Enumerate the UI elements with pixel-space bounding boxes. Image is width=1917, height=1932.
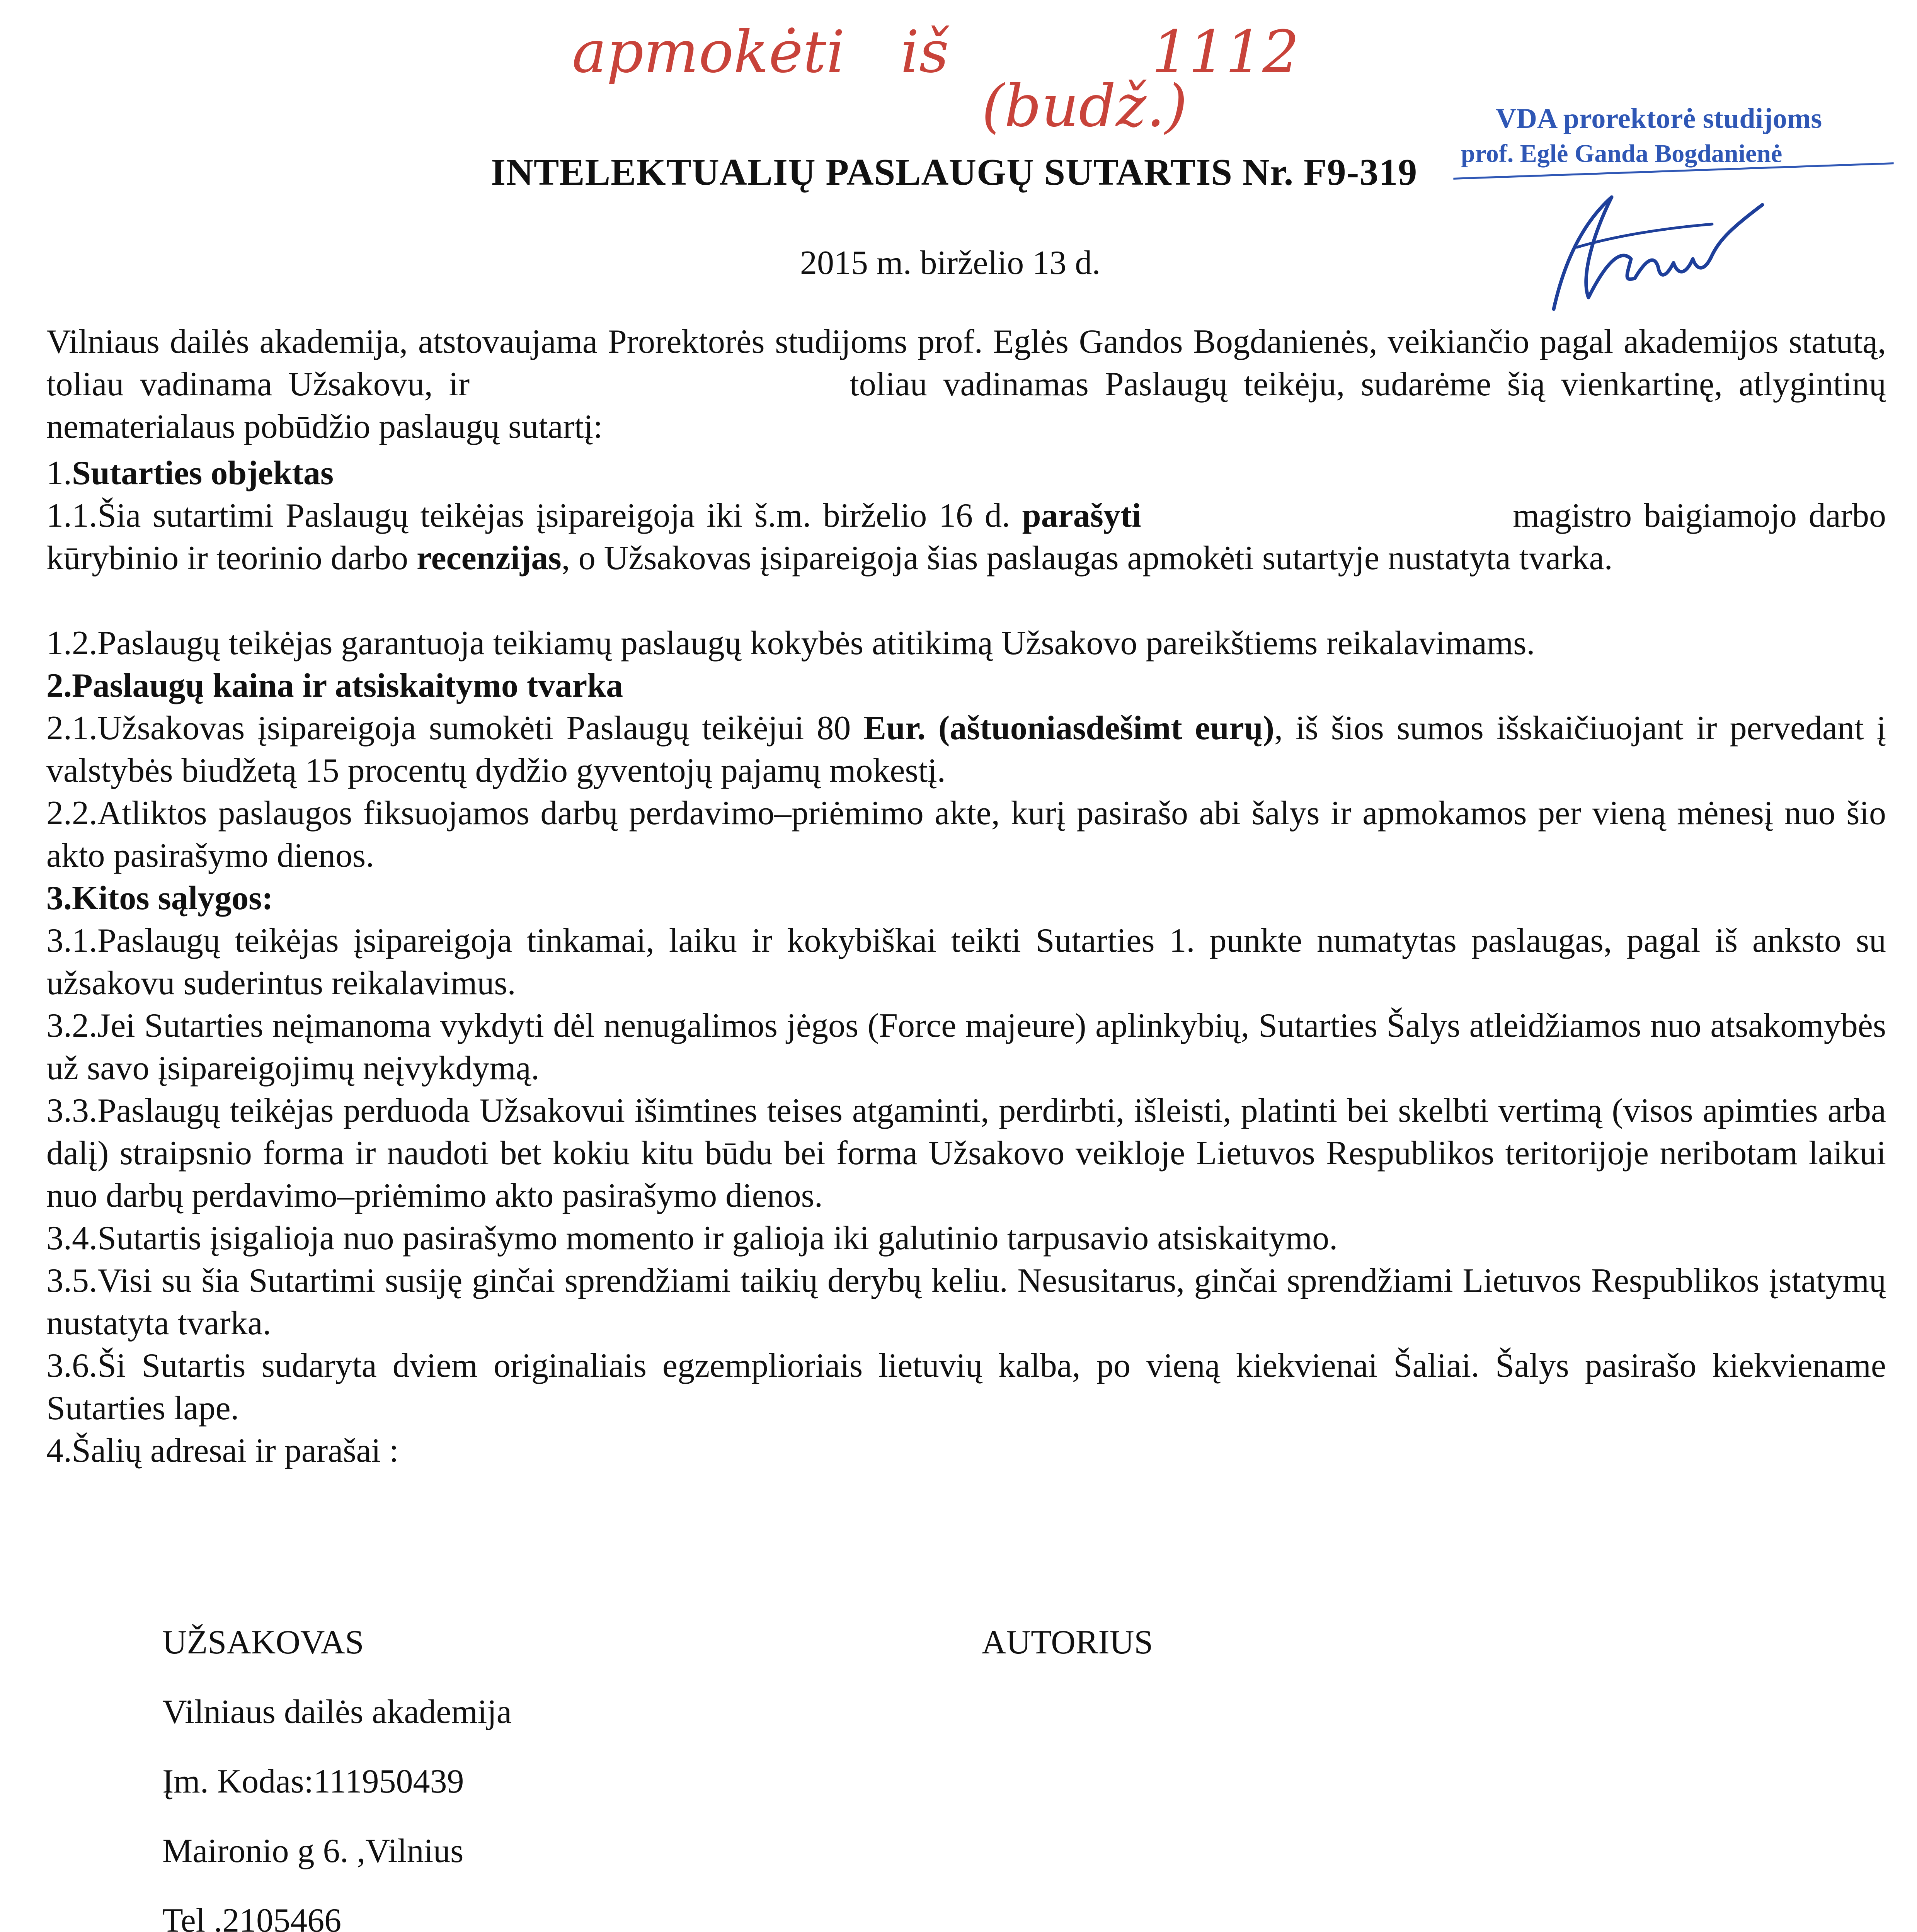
clause-1-1-text-b: magistro baigiamojo darbo kūrybinio ir teorinio darbo bbox=[46, 497, 1886, 577]
customer-company-code: Įm. Kodas:111950439 bbox=[162, 1763, 464, 1800]
clause-1-1-text-c: , o Užsakovas įsipareigoja šias paslaugas apmokėti sutartyje nustatyta tvarka. bbox=[561, 539, 1613, 577]
section-1-title: Sutarties objektas bbox=[72, 454, 334, 492]
clause-3-4: 3.4.Sutartis įsigalioja nuo pasirašymo momento ir galioja iki galutinio tarpusavio atsiskaitymo. bbox=[46, 1219, 1338, 1257]
section-1-heading bbox=[46, 452, 334, 495]
clause-2-1 bbox=[46, 707, 1886, 792]
handwritten-note-budget: (budž.) bbox=[982, 73, 1188, 140]
approval-signature-icon bbox=[1531, 182, 1770, 328]
clause-1-2: 1.2.Paslaugų teikėjas garantuoja teikiamų paslaugų kokybės atitikimą Užsakovo pareikštiems reikalavimams. bbox=[46, 624, 1535, 662]
clause-2-2: 2.2.Atliktos paslaugos fiksuojamos darbų perdavimo–priėmimo akte, kurį pasirašo abi šalys ir apmokamos per vieną mėnesį nuo šio akto pasirašymo dienos. bbox=[46, 794, 1886, 874]
clause-2-1-text-a: 2.1.Užsakovas įsipareigoja sumokėti Paslaugų teikėjui 80 bbox=[46, 709, 851, 747]
clause-3-1: 3.1.Paslaugų teikėjas įsipareigoja tinkamai, laiku ir kokybiškai teikti Sutarties 1. punkte numatytas paslaugas, pagal iš anksto su užsakovu suderintus reikalavimus. bbox=[46, 922, 1886, 1002]
author-label: AUTORIUS bbox=[982, 1624, 1153, 1661]
section-3-heading: 3.Kitos sąlygos: bbox=[46, 879, 273, 917]
clause-1-1-bold-write: parašyti bbox=[1022, 497, 1141, 534]
intro-text-1: Vilniaus dailės akademija, atstovaujama Prorektorės studijoms prof. Eglės Gandos Bogdanienės, veikiančio pagal akademijos statutą, toliau vadinama Užsakovu, ir bbox=[46, 323, 1886, 403]
clause-3-3: 3.3.Paslaugų teikėjas perduoda Užsakovui išimtines teises atgaminti, perdirbti, išleisti, platinti bei skelbti vertimą (visos apimties arba dalį) straipsnio forma ir naudoti bet kokiu kitu būdu bei forma Užsakovo veikloje Lietuvos Respublikos teritorijoje neribotam laikui nuo darbų perdavimo–priėmimo akto pasirašymo dienos. bbox=[46, 1092, 1886, 1214]
customer-label: UŽSAKOVAS bbox=[162, 1624, 364, 1661]
approval-stamp-title: VDA prorektorė studijoms bbox=[1496, 103, 1822, 134]
handwritten-note-number: 1112 bbox=[1152, 19, 1299, 86]
customer-name: Vilniaus dailės akademija bbox=[162, 1693, 512, 1731]
section-4-heading: 4.Šalių adresai ir parašai : bbox=[46, 1432, 399, 1469]
intro-paragraph bbox=[46, 321, 1886, 452]
clause-1-1 bbox=[46, 495, 1886, 622]
clause-3-2: 3.2.Jei Sutarties neįmanoma vykdyti dėl nenugalimos jėgos (Force majeure) aplinkybių, Sutarties Šalys atleidžiamos nuo atsakomybės už savo įsipareigojimų neįvykdymą. bbox=[46, 1007, 1886, 1087]
section-2-heading: 2.Paslaugų kaina ir atsiskaitymo tvarka bbox=[46, 667, 623, 704]
clause-2-1-amount: Eur. (aštuoniasdešimt eurų) bbox=[863, 709, 1275, 747]
approval-stamp-name: prof. Eglė Ganda Bogdanienė bbox=[1461, 139, 1783, 168]
handwritten-note-word-2: iš bbox=[901, 19, 949, 86]
customer-address: Maironio g 6. ,Vilnius bbox=[162, 1832, 464, 1870]
clause-1-1-text-a: 1.1.Šia sutartimi Paslaugų teikėjas įsipareigoja iki š.m. birželio 16 d. bbox=[46, 497, 1010, 534]
intro-text-2: toliau vadinamas Paslaugų teikėju, sudarėme šią vienkartinę, atlygintinų nematerialaus pobūdžio paslaugų sutartį: bbox=[46, 366, 1886, 446]
clause-3-5: 3.5.Visi su šia Sutartimi susiję ginčai sprendžiami taikių derybų keliu. Nesusitarus, ginčai sprendžiami Lietuvos Respublikos įstatymų nustatyta tvarka. bbox=[46, 1262, 1886, 1342]
clause-3-6: 3.6.Ši Sutartis sudaryta dviem originaliais egzemplioriais lietuvių kalba, po vieną kiekvienai Šaliai. Šalys pasirašo kiekviename Sutarties lape. bbox=[46, 1347, 1886, 1427]
contract-date: 2015 m. birželio 13 d. bbox=[800, 244, 1101, 282]
section-1-number: 1. bbox=[46, 454, 72, 492]
clause-2-1-text-b: , iš šios sumos išskaičiuojant ir pervedant į valstybės biudžetą 15 procentų dydžio gyventojų pajamų mokestį. bbox=[46, 709, 1886, 789]
contract-title: INTELEKTUALIŲ PASLAUGŲ SUTARTIS Nr. F9-319 bbox=[491, 151, 1418, 193]
customer-phone: Tel .2105466 bbox=[162, 1902, 342, 1932]
handwritten-note-word-1: apmokėti bbox=[572, 19, 845, 86]
clause-1-1-bold-reviews: recenzijas bbox=[417, 539, 562, 577]
